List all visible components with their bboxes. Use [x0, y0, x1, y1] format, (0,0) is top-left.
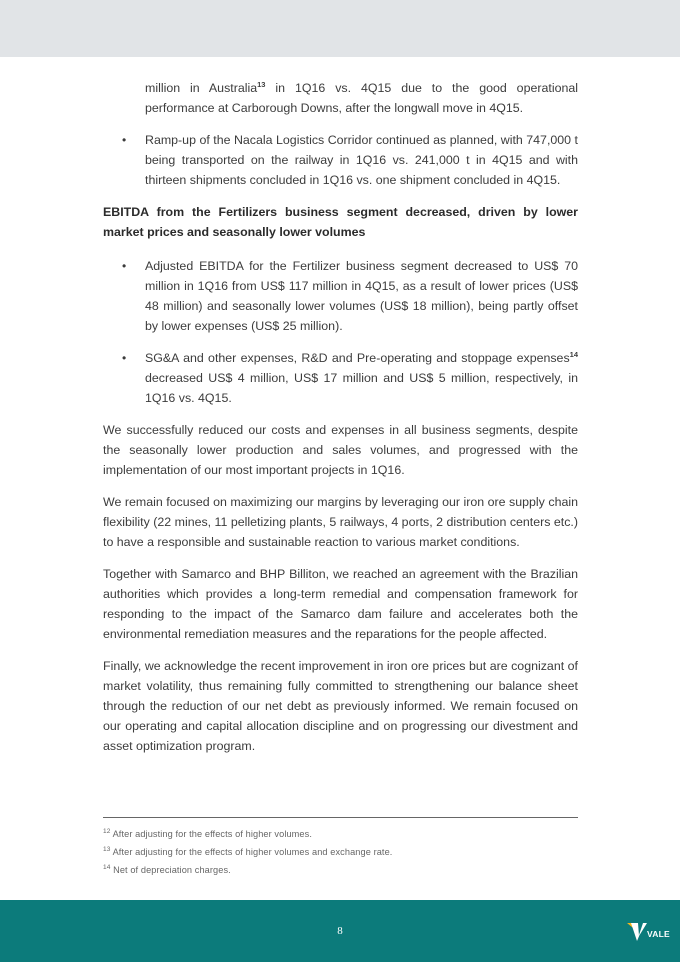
text: decreased US$ 4 million, US$ 17 million and US$ 5 million, respectively, in 1Q16 vs. 4Q15. — [145, 371, 578, 405]
footnote-14 — [103, 861, 578, 879]
bullet-icon: • — [122, 133, 127, 147]
paragraph-outlook: Finally, we acknowledge the recent improvement in iron ore prices but are cognizant of market volatility, thus remaining fully committed to strengthening our balance sheet through the reduction of our net debt as previously informed. We remain focused on our operating and capital allocation discipline and on progressing our divestment and asset optimization program. — [103, 659, 578, 753]
text: Ramp-up of the Nacala Logistics Corridor continued as planned, with 747,000 t being transported on the railway in 1Q16 vs. 241,000 t in 4Q15 and with thirteen shipments concluded in 1Q16 vs. one shipment concluded in 4Q15. — [145, 133, 578, 187]
footnote-divider — [103, 817, 578, 818]
footnote-text: After adjusting for the effects of higher volumes. — [110, 829, 312, 839]
bullet-fertilizer-ebitda — [103, 256, 578, 336]
section-heading-fertilizers: EBITDA from the Fertilizers business segment decreased, driven by lower market prices and seasonally lower volumes — [103, 205, 578, 239]
page-number: 8 — [337, 925, 343, 937]
bullet-icon: • — [122, 351, 127, 365]
footnote-number: 12 — [103, 827, 111, 835]
bullet-sga-expenses — [103, 348, 578, 408]
bullet-icon: • — [122, 259, 127, 273]
paragraph-margins: We remain focused on maximizing our margins by leveraging our iron ore supply chain flexibility (22 mines, 11 pelletizing plants, 5 railways, 4 ports, 2 distribution centers etc.) to have a responsible and sustainable reaction to various market conditions. — [103, 495, 578, 549]
paragraph-costs: We successfully reduced our costs and expenses in all business segments, despite the seasonally lower production and sales volumes, and progressed with the implementation of our most important projects in 1Q16. — [103, 423, 578, 477]
footnote-text: Net of depreciation charges. — [110, 865, 231, 875]
page-body — [103, 78, 578, 768]
text: million in Australia — [145, 81, 258, 95]
footnote-ref-14[interactable]: 14 — [569, 349, 578, 359]
text: SG&A and other expenses, R&D and Pre-operating and stoppage expenses — [145, 351, 570, 365]
footnote-12 — [103, 825, 578, 843]
footnote-number: 14 — [103, 863, 111, 871]
footnote-ref-13[interactable]: 13 — [257, 79, 266, 89]
text: in 1Q16 vs. 4Q15 due to the good operational performance at Carborough Downs, after the longwall move in 4Q15. — [145, 81, 578, 115]
footnote-number: 13 — [103, 845, 111, 853]
logo-wordmark: VALE — [647, 929, 670, 939]
paragraph-australia — [103, 78, 578, 118]
bullet-nacala — [103, 130, 578, 190]
paragraph-samarco: Together with Samarco and BHP Billiton, we reached an agreement with the Brazilian authorities which provides a long-term remedial and compensation framework for responding to the impact of the Samarco dam failure and accelerates both the environmental remediation measures and the reparations for the people affected. — [103, 567, 578, 641]
header-band — [0, 0, 680, 57]
footnote-13 — [103, 843, 578, 861]
logo-white-wing — [631, 923, 639, 941]
footnotes — [103, 825, 578, 879]
footnote-text: After adjusting for the effects of higher volumes and exchange rate. — [110, 847, 393, 857]
text: Adjusted EBITDA for the Fertilizer business segment decreased to US$ 70 million in 1Q16 from US$ 117 million in 4Q15, as a result of lower prices (US$ 48 million) and seasonally lower volumes (US$ 18 million), being partly offset by lower expenses (US$ 25 million). — [145, 259, 578, 333]
